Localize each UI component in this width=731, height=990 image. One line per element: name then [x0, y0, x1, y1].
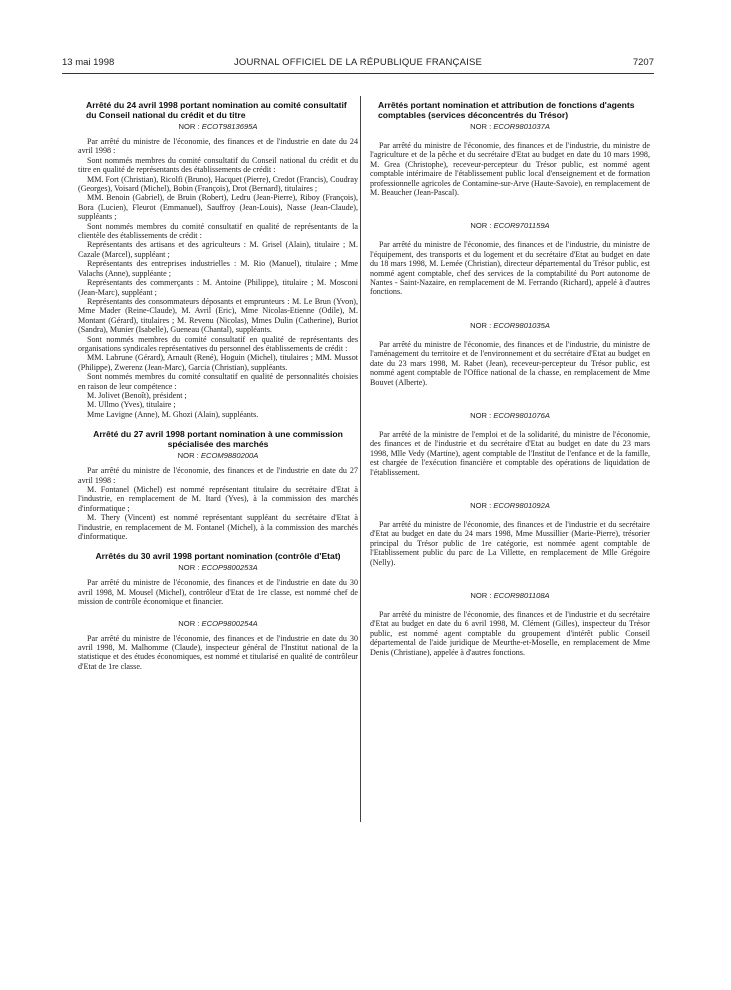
header-rule	[62, 73, 654, 74]
paragraph: M. Fontanel (Michel) est nommé représentant titulaire du secrétaire d'Etat à l'industrie, en remplacement de M. Itard (Yves), à la commission des marchés d'informatique ;	[78, 485, 358, 513]
nor-reference: NOR : ECOR9801035A	[470, 320, 550, 330]
paragraph: Mme Lavigne (Anne), M. Ghozi (Alain), suppléants.	[87, 409, 259, 419]
journal-title: JOURNAL OFFICIEL DE LA RÉPUBLIQUE FRANÇAISE	[233, 57, 483, 68]
paragraph: Représentants des commerçants : M. Antoine (Philippe), titulaire ; M. Mosconi (Jean-Marc), suppléant ;	[78, 278, 358, 297]
issue-date: 13 mai 1998	[62, 57, 115, 68]
page-number: 7207	[632, 57, 654, 68]
section-office-chasse	[370, 321, 650, 387]
section-parc-villette	[370, 501, 650, 567]
nor-reference: NOR : ECOR9801108A	[470, 590, 550, 600]
paragraph: MM. Benoin (Gabriel), de Bruin (Robert), Ledru (Jean-Pierre), Riboy (François), Bora (Lucien), Fleurot (Emmanuel), Sauffroy (Jean-Louis), Nasse (Jean-Claude), suppléants ;	[78, 193, 358, 222]
paragraph: Représentants des consommateurs déposants et emprunteurs : M. Le Brun (Yvon), Mme Mader (Reine-Claude), M. Avril (Eric), Mme Nicolas-Etienne (Odile), M. Montant (Gérard), titulaires ; M. Revenu (Nicolas), Mmes Dulin (Catherine), Buriot (Sandra), Munier (Isabelle), Gueneau (Chantal), suppléants.	[78, 296, 358, 335]
paragraph: M. Ullmo (Yves), titulaire ;	[87, 400, 176, 410]
paragraph: Par arrêté du ministre de l'économie, des finances et de l'industrie en date du 27 avril 1998 :	[78, 466, 358, 485]
section-controle-etat	[78, 551, 358, 606]
paragraph: Par arrêté du ministre de l'économie, des finances et de l'industrie et du secrétaire d'Etat au budget en date du 24 mars 1998, Mme Mussillier (Marie-Pierre), trésorier principal du Trésor public de 1re catégorie, est nommée agent comptable de l'Etablissement public du parc de La Villette, en remplacement de Mlle Grégoire (Nelly).	[370, 519, 650, 567]
section-conseil-credit	[78, 100, 358, 419]
paragraph: Sont nommés membres du comité consultatif en qualité de représentants des organisations syndicales représentatives du personnel des établissements de crédit :	[78, 334, 358, 353]
left-column	[78, 100, 358, 671]
right-column	[370, 100, 650, 657]
section-title: Arrêtés du 30 avril 1998 portant nomination (contrôle d'Etat)	[95, 551, 341, 562]
nor-reference: NOR : ECOR9801092A	[470, 500, 550, 510]
paragraph: Sont nommés membres du comité consultatif en qualité de personnalités choisies en raison de leur compétence :	[78, 372, 358, 391]
paragraph: M. Jolivet (Benoît), président ;	[87, 390, 187, 400]
nor-reference: NOR : ECOR9801037A	[470, 122, 550, 131]
paragraph: Par arrêté du ministre de l'économie, des finances et de l'industrie en date du 24 avril 1998 :	[78, 137, 358, 156]
paragraph: Par arrêté du ministre de l'économie, des finances et de l'industrie en date du 30 avril 1998, M. Mousel (Michel), contrôleur d'Etat de 1re classe, est nommé chef de mission de contrôle économique et financier.	[78, 578, 358, 607]
nor-reference: NOR : ECOT9813695A	[178, 122, 258, 131]
section-commission-marches	[78, 429, 358, 541]
paragraph: Représentants des artisans et des agriculteurs : M. Grisel (Alain), titulaire ; M. Cazale (Marcel), suppléant ;	[78, 240, 358, 259]
section-controle-etat-2	[78, 619, 358, 672]
nor-reference: NOR : ECOP9800253A	[178, 563, 258, 573]
nor-reference: NOR : ECOR9801076A	[470, 410, 550, 420]
paragraph: Représentants des entreprises industrielles : M. Rio (Manuel), titulaire ; Mme Valachs (Anne), suppléante ;	[78, 259, 358, 278]
section-agents-comptables	[370, 100, 650, 197]
paragraph: Par arrêté du ministre de l'économie, des finances et de l'industrie, du ministre de l'agriculture et de la pêche et du secrétaire d'Etat au budget en date du 10 mars 1998, M. Grea (Christophe), receveur-percepteur du Trésor public, est nommé agent comptable intérimaire de l'établissement public local d'enseignement et de formation professionnelle agricoles de Contamine-sur-Arve (Haute-Savoie), en remplacement de M. Beaucher (Jean-Pascal).	[370, 141, 650, 198]
paragraph: MM. Fort (Christian), Ricolfi (Bruno), Hacquet (Pierre), Credot (Francis), Coudray (Georges), Voisard (Michel), Bobin (François), Drot (Bernard), titulaires ;	[78, 174, 358, 194]
section-title: Arrêté du 27 avril 1998 portant nomination à une commission spécialisée des marchés	[93, 429, 343, 450]
paragraph: Sont nommés membres du comité consultatif en qualité de représentants de la clientèle des établissements de crédit :	[78, 221, 358, 241]
paragraph: Par arrêté du ministre de l'économie, des finances et de l'industrie et du secrétaire d'Etat au budget en date du 6 avril 1998, M. Clément (Gilles), inspecteur du Trésor public, est nommé agent comptable du groupement d'intérêt public Conseil départemental de l'aide juridique de Meurthe-et-Moselle, en remplacement de Mme Denis (Christiane), appelée à d'autres fonctions.	[370, 609, 650, 657]
paragraph: MM. Labrune (Gérard), Arnault (René), Hoguin (Michel), titulaires ; MM. Mussot (Philippe), Zwerenz (Jean-Marc), Garcia (Christian), suppléants.	[78, 353, 358, 372]
nor-reference: NOR : ECOM9880200A	[177, 451, 259, 461]
nor-reference: NOR : ECOR9701159A	[470, 221, 550, 231]
section-port-nantes	[370, 221, 650, 296]
paragraph: Par arrêté du ministre de l'économie, des finances et de l'industrie, du ministre de l'équipement, des transports et du logement et du secrétaire d'Etat au budget en date du 18 mars 1998, M. Lemée (Christian), directeur départemental du Trésor public, est nommé agent comptable, chef des services de la comptabilité du Port autonome de Nantes - Saint-Nazaire, en remplacement de M. Ferrando (Richard), appelé à d'autres fonctions.	[370, 240, 650, 297]
section-institut-enfance	[370, 411, 650, 477]
section-title: Arrêtés portant nomination et attribution de fonctions d'agents comptables (services déconcentrés du Trésor)	[378, 100, 635, 120]
column-divider	[360, 96, 361, 822]
page-header	[62, 57, 654, 71]
nor-reference: NOR : ECOP9800254A	[178, 618, 258, 628]
paragraph: Par arrêté du ministre de l'économie, des finances et de l'industrie, du ministre de l'aménagement du territoire et de l'environnement et du secrétaire d'Etat au budget en date du 23 mars 1998, M. Rabet (Jean), receveur-percepteur du Trésor public, est nommé agent comptable de l'Office national de la chasse, en remplacement de Mme Bouvet (Alberte).	[370, 339, 650, 387]
paragraph: Sont nommés membres du comité consultatif du Conseil national du crédit et du titre en qualité de représentants des établissements de crédit :	[78, 155, 358, 175]
section-title: Arrêté du 24 avril 1998 portant nomination au comité consultatif du Conseil national du crédit et du titre	[86, 100, 347, 120]
paragraph: Par arrêté de la ministre de l'emploi et de la solidarité, du ministre de l'économie, des finances et de l'industrie et du secrétaire d'Etat au budget en date du 23 mars 1998, Mlle Vedy (Martine), agent comptable de l'Institut de l'enfance et de la famille, est chargée de l'exécution financière et comptable des opérations de liquidation de l'établissement.	[370, 429, 650, 477]
section-aide-juridique	[370, 591, 650, 657]
paragraph: Par arrêté du ministre de l'économie, des finances et de l'industrie en date du 30 avril 1998, M. Malhomme (Claude), inspecteur général de l'Institut national de la statistique et des études économiques, est nommé et titularisé en qualité de contrôleur d'Etat de 1re classe.	[78, 633, 358, 671]
paragraph: M. Thery (Vincent) est nommé représentant suppléant du secrétaire d'Etat à l'industrie, en remplacement de M. Fontanel (Michel), à la commission des marchés d'informatique.	[78, 513, 358, 542]
